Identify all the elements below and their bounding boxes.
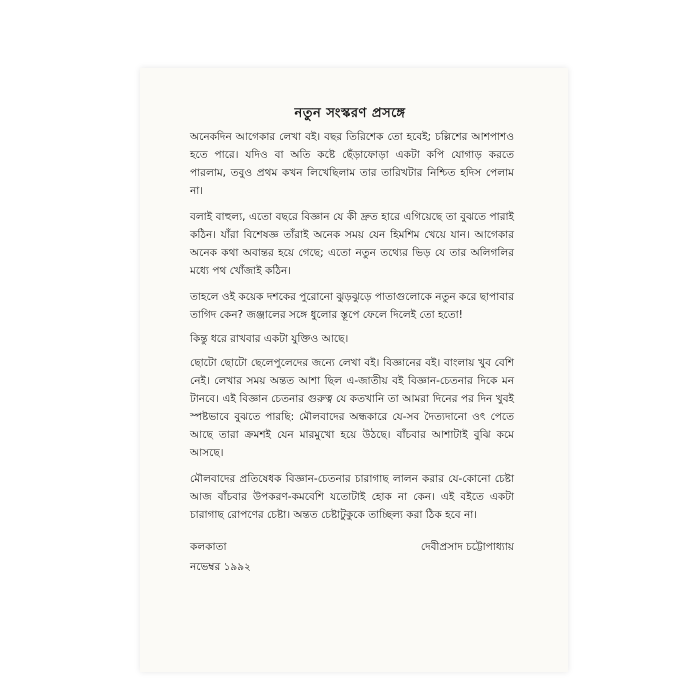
paragraph-3: তাহলে ওই কয়েক দশকের পুরোনো ঝুড়ঝুড়ে পাতাগুলোকে নতুন করে ছাপাবার তাগিদ কেন? জঞ্জালের সঙ্গে ধুলোর স্তূপে ফেলে দিলেই তো হতো! [190, 291, 514, 321]
paragraph-2: বলাই বাহুল্য, এতো বছরে বিজ্ঞান যে কী দ্রুত হারে এগিয়েছে তা বুঝতে পারাই কঠিন। যাঁরা বিশেষজ্ঞ তাঁরাই অনেক সময় যেন হিমশিম খেয়ে যান। আগেকার অনেক কথা অবান্তর হয়ে গেছে; এতো নতুন তথ্যের ভিড় যে তার অলিগলির মধ্যে পথ খোঁজাই কঠিন। [190, 211, 514, 277]
paragraph-4: কিন্তু ধরে রাখবার একটা যুক্তিও আছে। [190, 333, 349, 345]
paragraph-1: অনেকদিন আগেকার লেখা বই। বছর তিরিশেক তো হবেই; চল্লিশের আশপাশও হতে পারে। যদিও বা অতি কষ্টে ছেঁড়াফোড়া একটা কপি যোগাড় করতে পারলাম, তবুও প্রথম কখন লিখেছিলাম তার তারিখটার নিশ্চিত হদিস পেলাম না। [190, 131, 514, 197]
signature-place: কলকাতা [190, 541, 227, 553]
paragraph-5: ছোটো ছোটো ছেলেপুলেদের জন্যে লেখা বই। বিজ্ঞানের বই। বাংলায় খুব বেশি নেই। লেখার সময় অন্তত আশা ছিল এ-জাতীয় বই বিজ্ঞান-চেতনার দিকে মন টানবে। এই বিজ্ঞান চেতনার গুরুত্ব যে কতখানি তা আমরা দিনের পর দিন খুবই স্পষ্টভাবে বুঝতে পারছি: মৌলবাদের অন্ধকারে যে-সব দৈত্যদানো ওৎ পেতে আছে তারা ক্রমশই যেন মারমুখো হয়ে উঠছে। বাঁচবার আশাটাই বুঝি কমে আসছে। [190, 357, 514, 459]
document-title: নতুন সংস্করণ প্রসঙ্গে [294, 106, 406, 121]
paragraph-6: মৌলবাদের প্রতিষেধক বিজ্ঞান-চেতনার চারাগাছ লালন করার যে-কোনো চেষ্টা আজ বাঁচবার উপকরণ-কমবেশি যতোটাই হোক না কেন। এই বইতে একটা চারাগাছ রোপণের চেষ্টা। অন্তত চেষ্টাটুকুকে তাচ্ছিল্য করা ঠিক হবে না। [190, 473, 514, 521]
signature-date: নভেম্বর ১৯৯২ [190, 561, 251, 573]
signature-author: দেবীপ্রসাদ চট্টোপাধ্যায় [420, 541, 514, 553]
document-body [190, 128, 514, 532]
